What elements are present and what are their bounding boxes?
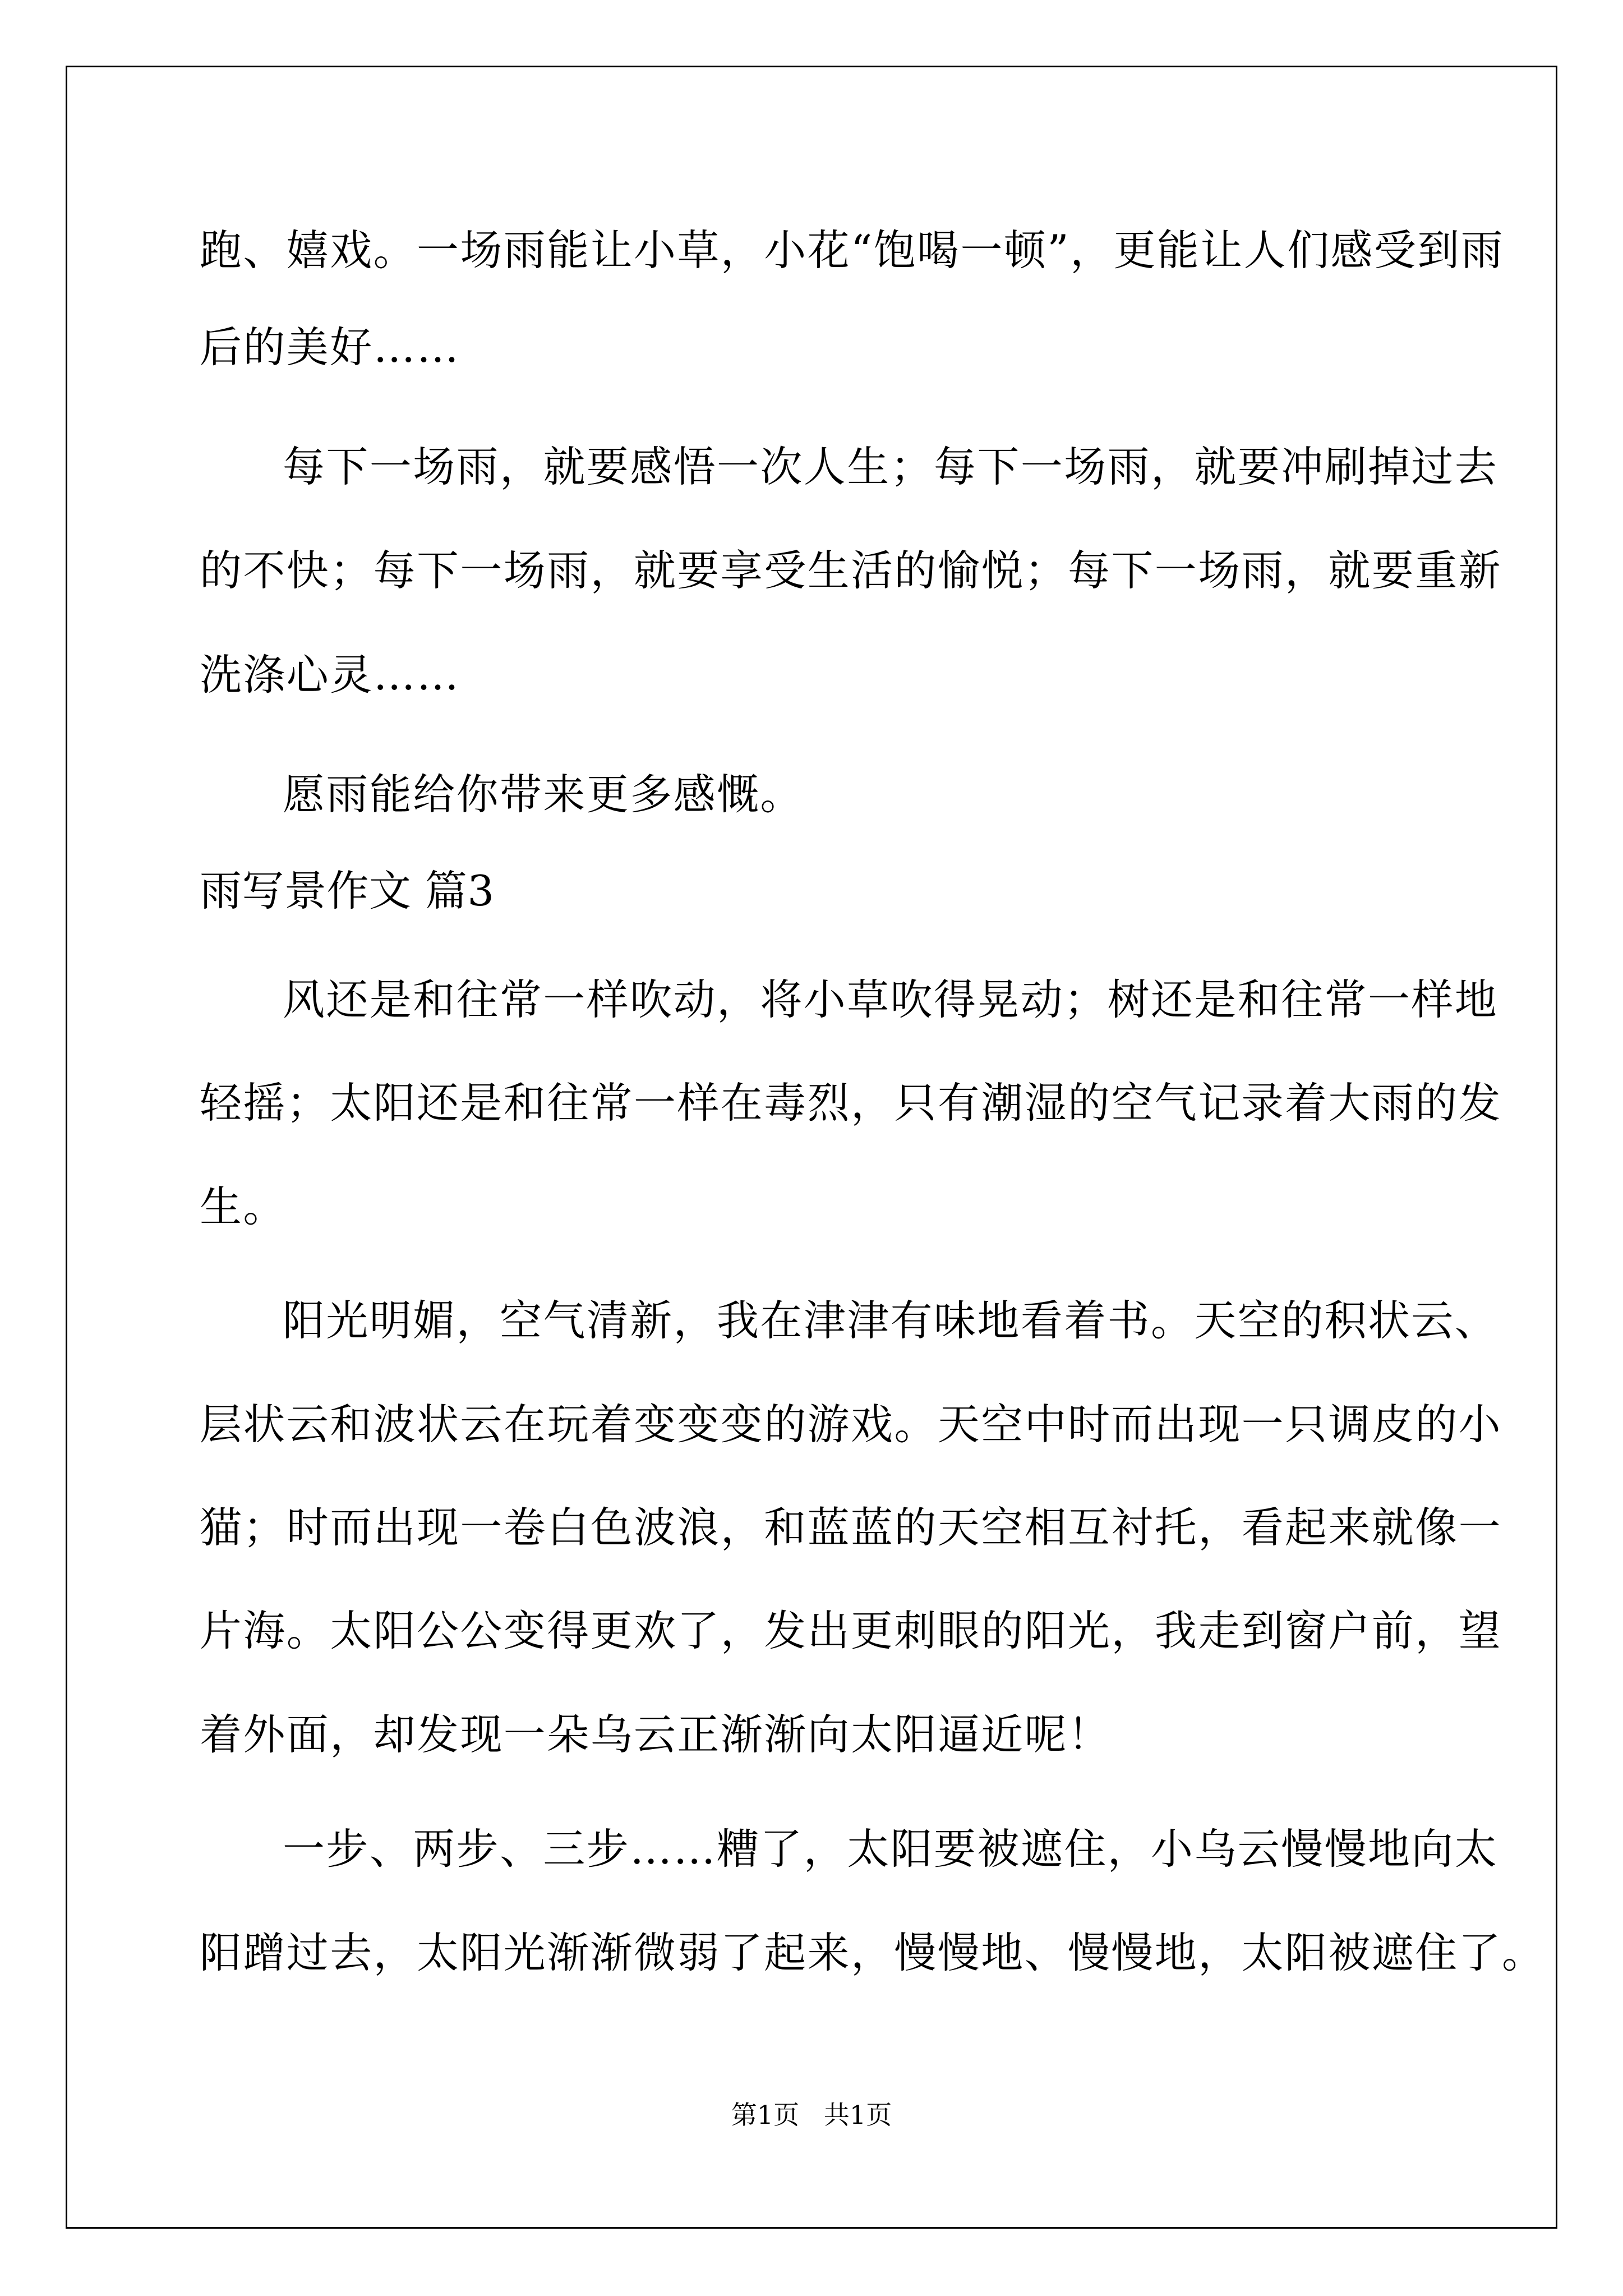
body-text-line: 的不快；每下一场雨，就要享受生活的愉悦；每下一场雨，就要重新: [200, 546, 1502, 595]
body-text-line: 猫；时而出现一卷白色波浪，和蓝蓝的天空相互衬托，看起来就像一: [200, 1503, 1502, 1552]
body-text-line: 每下一场雨，就要感悟一次人生；每下一场雨，就要冲刷掉过去: [283, 442, 1498, 491]
page-border: [66, 66, 1557, 2229]
body-text-line: 着外面，却发现一朵乌云正渐渐向太阳逼近呢！: [200, 1710, 1112, 1759]
page-footer: 第1页 共1页: [731, 2100, 892, 2130]
body-text-line: 阳光明媚，空气清新，我在津津有味地看着书。天空的积状云、: [283, 1296, 1498, 1345]
body-text-line: 片海。太阳公公变得更欢了，发出更刺眼的阳光，我走到窗户前，望: [200, 1606, 1502, 1655]
body-text-line: 后的美好……: [200, 323, 460, 372]
body-text-line: 层状云和波状云在玩着变变变的游戏。天空中时而出现一只调皮的小: [200, 1400, 1502, 1449]
body-text-line: 生。: [200, 1182, 287, 1231]
body-text-line: 阳蹭过去，太阳光渐渐微弱了起来，慢慢地、慢慢地，太阳被遮住了。: [200, 1928, 1546, 1977]
body-text-line: 跑、嬉戏。一场雨能让小草，小花“饱喝一顿”，更能让人们感受到雨: [200, 226, 1505, 275]
body-text-line: 洗涤心灵……: [200, 650, 460, 700]
section-heading: 雨写景作文 篇3: [200, 866, 495, 915]
body-text-line: 一步、两步、三步……糟了，太阳要被遮住，小乌云慢慢地向太: [283, 1824, 1498, 1874]
body-text-line: 轻摇；太阳还是和往常一样在毒烈，只有潮湿的空气记录着大雨的发: [200, 1078, 1502, 1128]
body-text-line: 愿雨能给你带来更多感慨。: [283, 770, 804, 819]
body-text-line: 风还是和往常一样吹动，将小草吹得晃动；树还是和往常一样地: [283, 975, 1498, 1024]
